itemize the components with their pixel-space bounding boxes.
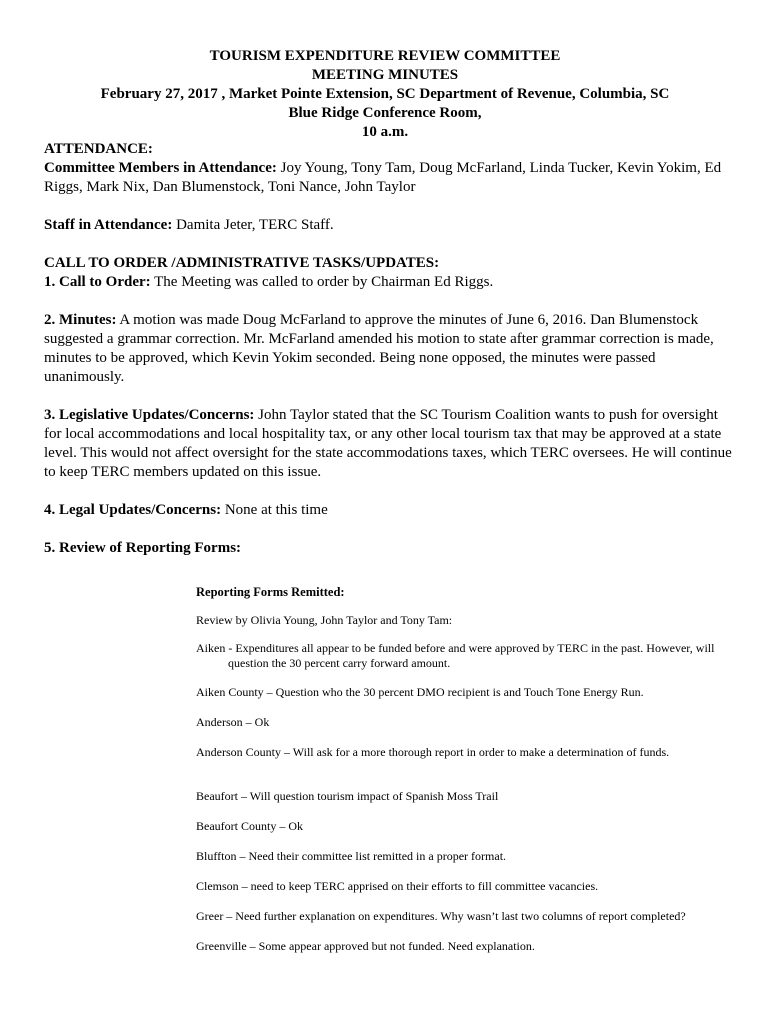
attendance-heading: ATTENDANCE: [44,141,153,157]
item4-text: None at this time [221,502,328,518]
reporting-forms-title: Reporting Forms Remitted: [196,585,345,599]
item2-label: 2. Minutes: [44,312,117,328]
list-item: Anderson – Ok [196,715,270,729]
list-item: Beaufort – Will question tourism impact of Spanish Moss Trail [196,789,499,803]
meeting-date-location: February 27, 2017 , Market Pointe Extension, SC Department of Revenue, Columbia, SC [100,86,670,102]
staff-label: Staff in Attendance: [44,217,173,233]
item1-text: The Meeting was called to order by Chairman Ed Riggs. [150,274,494,290]
item3-label: 3. Legislative Updates/Concerns: [44,407,255,423]
item-minutes [44,311,734,387]
document-header [0,47,770,142]
list-item: Aiken County – Question who the 30 percent DMO recipient is and Touch Tone Energy Run. [196,685,644,699]
staff-paragraph [44,216,734,235]
item-legal-updates [44,501,734,520]
members-list: Joy Young, Tony Tam, Doug McFarland, Linda Tucker, Kevin Yokim, Ed Riggs, Mark Nix, Dan Blumenstock, Toni Nance, John Taylor [44,160,722,195]
item-review-reporting-forms: 5. Review of Reporting Forms: [44,540,242,556]
list-item: Greenville – Some appear approved but not funded. Need explanation. [196,939,535,953]
list-item: Clemson – need to keep TERC apprised on their efforts to fill committee vacancies. [196,879,599,893]
document-type-title: MEETING MINUTES [311,67,459,83]
reporting-forms-section [196,585,726,954]
meeting-time: 10 a.m. [361,124,409,140]
reviewers-line: Review by Olivia Young, John Taylor and Tony Tam: [196,613,453,627]
item3-text: John Taylor stated that the SC Tourism Coalition wants to push for oversight for local accommodations and local hospitality tax, or any other local tourism tax that may be approved at a state level. This would not affect oversight for the state accommodations taxes, which TERC oversees. He will continue to keep TERC members updated on this issue. [44,407,732,480]
list-item: Greer – Need further explanation on expenditures. Why wasn’t last two columns of report completed? [196,909,686,923]
list-item: Bluffton – Need their committee list remitted in a proper format. [196,849,507,863]
item1-label: 1. Call to Order: [44,274,151,290]
call-to-order-heading: CALL TO ORDER /ADMINISTRATIVE TASKS/UPDATES: [44,255,440,271]
meeting-room: Blue Ridge Conference Room, [288,105,482,121]
staff-list: Damita Jeter, TERC Staff. [172,217,334,233]
minutes-body [44,140,734,558]
members-label: Committee Members in Attendance: [44,160,277,176]
list-item: Anderson County – Will ask for a more thorough report in order to make a determination of funds. [196,745,670,759]
item-legislative-updates [44,406,734,482]
list-item: Beaufort County – Ok [196,819,303,833]
list-item: Aiken - Expenditures all appear to be funded before and were approved by TERC in the past. However, will question the 30 percent carry forward amount. [196,641,715,670]
item2-text: A motion was made Doug McFarland to approve the minutes of June 6, 2016. Dan Blumenstock suggested a grammar correction. Mr. McFarland amended his motion to state after grammar correction is made, minutes to be approved, which Kevin Yokim seconded. Being none opposed, the minutes were passed unanimously. [44,312,714,385]
members-paragraph [44,159,734,197]
committee-title: TOURISM EXPENDITURE REVIEW COMMITTEE [209,48,561,64]
item4-label: 4. Legal Updates/Concerns: [44,502,222,518]
item-call-to-order [44,273,734,292]
